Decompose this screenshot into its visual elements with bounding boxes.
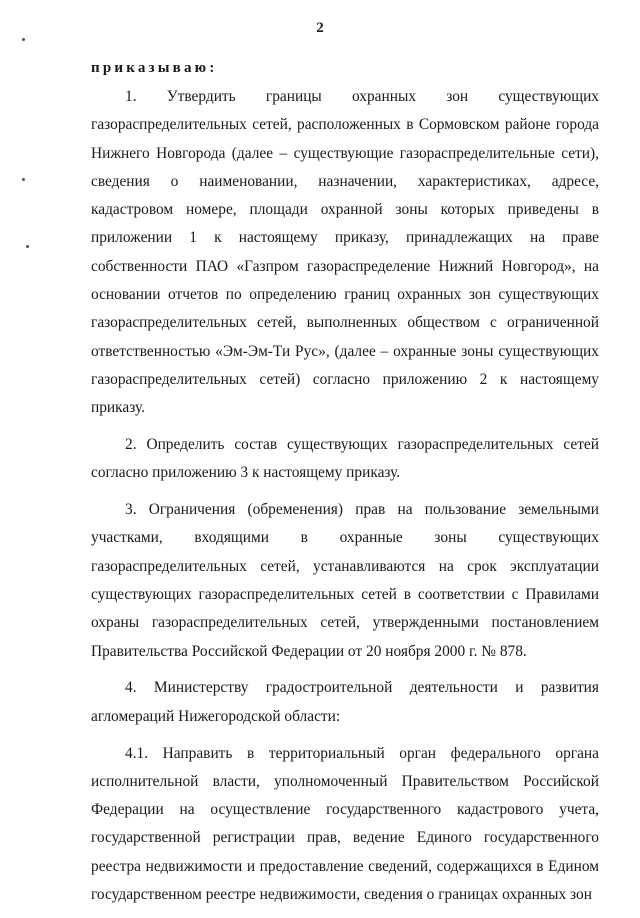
body-text <box>91 83 599 918</box>
paragraph-4: 4. Министерству градостроительной деятельности и развития агломераций Нижегородской области: <box>91 679 599 725</box>
decree-word: приказываю: <box>91 60 218 76</box>
page-number: 2 <box>316 20 324 36</box>
paragraph-2: 2. Определить состав существующих газораспределительных сетей согласно приложению 3 к настоящему приказу. <box>91 436 599 482</box>
paragraph-4-1: 4.1. Направить в территориальный орган федерального органа исполнительной власти, уполномоченный Правительством Российской Федерации на осуществление государственного кадастрового учета, государственной регистрации прав, ведение Единого государственного реестра недвижимости и предоставление сведений, содержащихся в Едином государственном реестре недвижимости, сведения о границах охранных зон <box>91 744 599 904</box>
paragraph-3: 3. Ограничения (обременения) прав на пользование земельными участками, входящими в охранные зоны существующих газораспределительных сетей, устанавливаются на срок эксплуатации существующих газораспределительных сетей в соответствии с Правилами охраны газораспределительных сетей, утвержденными постановлением Правительства Российской Федерации от 20 ноября 2000 г. № 878. <box>91 501 599 660</box>
scan-mark <box>22 178 25 181</box>
scan-mark <box>26 245 29 248</box>
scan-mark <box>22 38 25 41</box>
paragraph-1: 1. Утвердить границы охранных зон существующих газораспределительных сетей, расположенных в Сормовском районе города Нижнего Новгорода (далее – существующие газораспределительные сети), сведения о наименовании, назначении, характеристиках, адресе, кадастровом номере, площади охранной зоны которых приведены в приложении 1 к настоящему приказу, принадлежащих на праве собственности ПАО «Газпром газораспределение Нижний Новгород», на основании отчетов по определению границ охранных зон существующих газораспределительных сетей, выполненных обществом с ограниченной ответственностью «Эм-Эм-Ти Рус», (далее – охранные зоны существующих газораспределительных сетей) согласно приложению 2 к настоящему приказу. <box>91 88 599 417</box>
